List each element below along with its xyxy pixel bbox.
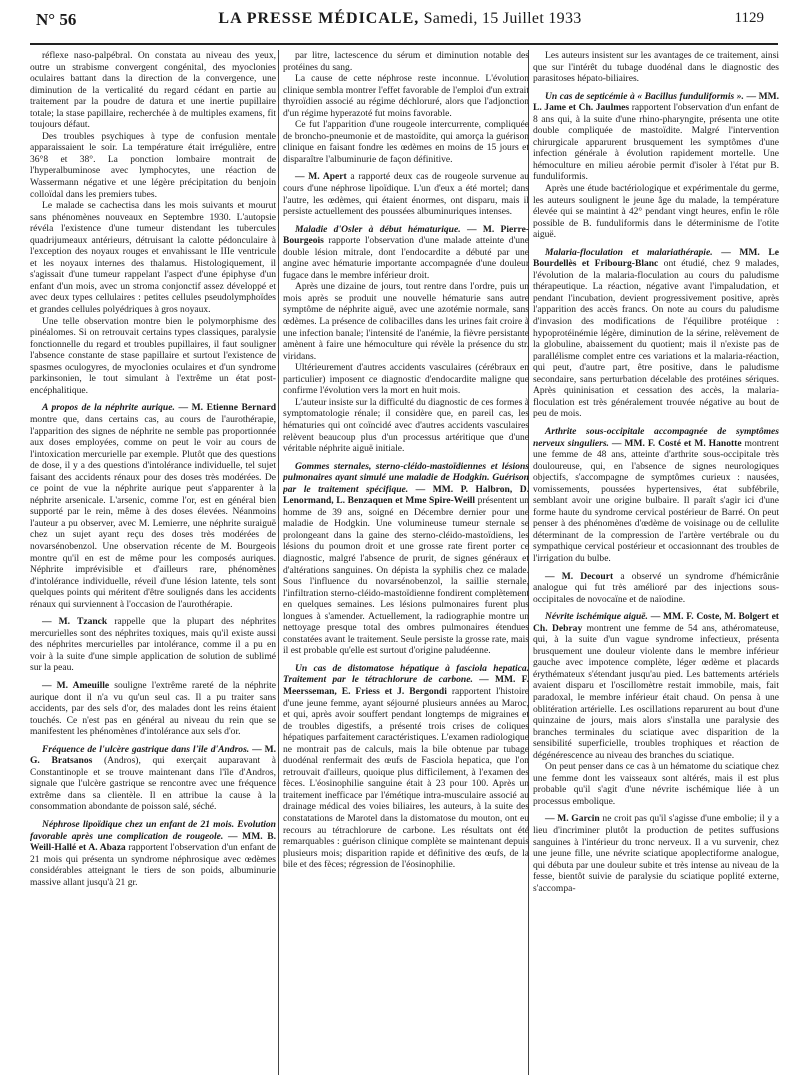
section-title: Gommes sternales, sterno-cléido-mastoïdiennes et lésions pulmonaires ayant simulé une maladie de Hodgkin. Guérison par le traitement spécifique. [283, 460, 529, 495]
paragraph-text: montrent une femme de 48 ans, atteinte d'arthrite sous-occipitale très douloureuse, qui, en l'absence de signes neurologiques objectifs, s'accompagne de symptômes curieux : nausées, vomissements, poussées hypertensives, état subfébrile, semblant avoir une origine bulbaire. Il paraît s'agir ici d'une forme haute du syndrome cervical postérieur de Barré. On peut penser à des phénomènes d'œdème de voisinage ou de cellulite déterminant de la compression de l'artère vertébrale ou du sympathique cervical postérieur et occasionnant des troubles de l'irrigation du bulbe. [533, 437, 779, 564]
section-authors: — M. Ameuille [42, 679, 110, 691]
paragraph [283, 119, 529, 165]
paragraph-text: La cause de cette néphrose reste inconnue. L'évolution clinique sembla montrer l'effet favorable de l'emploi d'un extrait thyroïdien associé au régime déchloruré, alors que l'adjonction d'un régime hyperazoté fut moins favorable. [283, 73, 529, 119]
section-authors: — M. Garcin [545, 813, 600, 825]
section-authors: — M. Apert [295, 171, 347, 183]
paragraph-text: On peut penser dans ce cas à un hématome du sciatique chez une femme dont les vaisseaux sont altérés, mais il est plus probable qu'il s'agit d'une névrite ischémique liée à un processus embolique. [533, 761, 779, 807]
paragraph [30, 131, 276, 200]
paragraph-text: Ce fut l'apparition d'une rougeole intercurrente, compliquée de broncho-pneumonie et de mastoïdite, qui amorça la guérison clinique en faisant fondre les œdèmes en moins de 15 jours et disparaître l'albuminurie de façon définitive. [283, 119, 529, 165]
paragraph [30, 200, 276, 315]
column-divider [278, 50, 279, 1075]
paragraph-text: Une telle observation montre bien le polymorphisme des pinéalomes. Si on retrouvait certains types classiques, paralysie fonctionnelle du regard et troubles pupillaires, il faut souligner l'absence constante de stase papillaire et surtout l'existence de spasmes oculogyres, de myoclonies oculaires et d'un syndrome parkinsonien, le tout simulant à l'extrême un état post-encéphalitique. [30, 315, 276, 396]
article-section [533, 571, 779, 606]
paragraph-text: Après une étude bactériologique et expérimentale du germe, les auteurs soulignent le jeune âge du malade, la température élevée qui se maintint à 42° pendant vingt heures, enfin le rôle possible de B. funduliformis dans le déterminisme de l'otite aiguë. [533, 183, 779, 241]
article-section [283, 461, 529, 657]
article-section [533, 247, 779, 420]
paragraph-text: montrent une femme de 54 ans, athéromateuse, qui, à la suite d'un vague syndrome infectieux, présenta brusquement une douleur violente dans le membre inférieur gauche avec impotence complète, léger œdème et placards érythémateux s'étendant jusqu'au pied. Les battements artériels avaient disparu et l'oscillomètre restait immobile, mais, fait paradoxal, le membre inférieur était chaud. On pensa à une oblitération artérielle. Les oscillations reparurent au bout d'une quinzaine de jours, mais alors s'installa une paralysie des branches terminales du sciatique avec disparition de la sensibilité superficielle, troubles trophiques et réaction de dégénérescence au niveau des branches du sciatique. [533, 622, 779, 761]
paragraph-text: rappelle que la plupart des néphrites mercurielles sont des néphrites toxiques, mais qu'il existe aussi des néphrites mercurielles par intolérance, comme il a pu en voir à la suite d'une simple application de solution de sublimé sur la peau. [30, 616, 276, 674]
section-authors: — MM. L. Jame et Ch. Jaulmes [533, 90, 779, 114]
paragraph [283, 73, 529, 119]
article-section [533, 91, 779, 183]
section-title: A propos de la néphrite aurique. [42, 402, 175, 414]
article-section [283, 663, 529, 871]
issue-number: N° 56 [36, 10, 77, 29]
paragraph-text: Après une dizaine de jours, tout rentre dans l'ordre, puis un mois après se produit une nouvelle hématurie sans autre symptôme de néphrite aiguë, avec une azotémie normale, sans œdèmes. La présence de colibacilles dans les urines fait croire à une infection banale; l'intensité de l'anémie, la fièvre persistante amènent à faire une hémoculture qui révèle la présence du str. viridans. [283, 281, 529, 362]
article-section [283, 171, 529, 217]
section-authors: — M. Pierre-Bourgeois [283, 223, 529, 247]
section-title: Fréquence de l'ulcère gastrique dans l'île d'Andros. [42, 743, 250, 755]
paragraph-text: ont étudié, chez 9 malades, l'évolution de la malaria-floculation au cours du paludisme thérapeutique. La réaction, négative avant l'impaludation, et pendant l'incubation, devient progressivement positive, après l'apparition des accès francs. On note au cours du paludisme d'invasion des modifications de l'équilibre protéique : hypoprotéinémie légère, diminution de la sérine, relèvement de la globuline, abaissement du quotient; mais il n'existe pas de parallélisme complet entre ces variations et la malaria-réaction, qui peut, d'autre part, être positive, dans le paludisme secondaire, sans perturbation décelable des protéines sériques. Après quininisation et cessation des accès, la malaria-floculation est très généralement trouvée négative au bout de peu de mois. [533, 258, 779, 420]
paragraph-text: L'auteur insiste sur la difficulté du diagnostic de ces formes à symptomatologie rénale; il considère que, en pareil cas, les hématuries qui ont coïncidé avec d'autres accidents vasculaires relèvent beaucoup plus d'un processus artéritique que d'une véritable néphrite aiguë initiale. [283, 396, 529, 455]
article-section [533, 611, 779, 761]
text-column-1 [30, 50, 276, 1080]
paragraph-text: réflexe naso-palpébral. On constata au niveau des yeux, outre un strabisme convergent congénital, des myoclonies oculaires battant dans la direction de la convergence, une diminution de la verticalité du regard cédant en partie au traitement par la poudre de datura et une inertie pupillaire totale; la stase papillaire, recherchée à de multiples examens, fit toujours défaut. [30, 50, 276, 131]
article-section [30, 744, 276, 813]
text-column-2 [283, 50, 529, 1080]
paragraph [283, 50, 529, 73]
section-title: Un cas de distomatose hépatique à fasciola hepatica. Traitement par le tétrachlorure de carbone. [283, 662, 529, 686]
paragraph [533, 50, 779, 85]
paragraph [283, 281, 529, 362]
paragraph [283, 397, 529, 455]
paragraph [533, 183, 779, 241]
section-title: Malaria-floculation et malariathérapie. [545, 246, 713, 258]
paragraph-text: Des troubles psychiques à type de confusion mentale apparaissaient le soir. La température était irrégulière, entre 36°8 et 38°. La ponction lombaire montrait de l'hyperalbuminose avec lymphocytes, une réaction de Wassermann négative et une légère précipitation du benjoin colloïdal dans les premiers tubes. [30, 130, 276, 200]
paragraph-text: rapportent l'observation d'un enfant de 8 ans qui, à la suite d'une rhino-pharyngite, présenta une otite double compliquée de mastoïdite. Malgré l'intervention chirurgicale apparurent brusquement les symptômes d'une infection générale à évolution rapidement mortelle. Une hémoculture en milieu aérobie permit d'isoler à l'état pur B. funduliformis. [533, 102, 779, 183]
article-section [30, 402, 276, 610]
page-header [28, 4, 772, 44]
section-authors: — MM. B. Weill-Hallé et A. Abaza [30, 830, 276, 854]
paragraph-text: a observé un syndrome d'hémicrânie analogue qui fut très amélioré par des injections sous-occipitales de novocaïne et de naïodine. [533, 570, 779, 605]
paragraph [283, 362, 529, 397]
paragraph-text: rapportent l'histoire d'une jeune femme, ayant séjourné plusieurs années au Maroc, et qui, après avoir souffert pendant longtemps de migraines et de troubles digestifs, a présenté trois crises de coliques hépatiques parfaitement caractéristiques. L'examen radiologique ne montrait pas de calculs, mais la bile obtenue par tubage duodénal renfermait des œufs de Fasciola hepatica, que l'on retrouvait d'ailleurs, quoique plus difficilement, à l'examen des fèces. L'éosinophilie sanguine était à 23 pour 100. Après un traitement inefficace par l'émétique intra-musculaire associé au drainage médical des voies biliaires, les auteurs, à la suite des constatations de Marotel dans la distomatose du mouton, ont eu recours au tétrachlorure de carbone. Les résultats ont été remarquables : guérison clinique complète se maintenant depuis plusieurs mois; disparition rapide et définitive des œufs, de la bile et des fèces; régression de l'éosinophilie. [283, 685, 529, 871]
section-authors: — M. Etienne Bernard [178, 402, 276, 414]
paragraph-text: Le malade se cachectisa dans les mois suivants et mourut sans phénomènes nouveaux en Septembre 1930. L'autopsie révéla l'existence d'une tumeur distendant les tubercules quadrijumeaux antérieurs, détruisant la calotte pédonculaire à l'exception des noyaux rouges et envahissant le IIIe ventricule et les noyaux internes des thalamus. Histologiquement, il s'agissait d'une tumeur rappelant l'aspect d'une épiphyse d'un enfant d'un mois, avec un stroma conjonctif assez développé et avec deux types cellulaires : petites cellules pseudolymphoïdes et grandes cellules polyédriques à gros noyaux. [30, 200, 276, 316]
header-rule [30, 43, 778, 45]
article-section [30, 616, 276, 674]
section-authors: — M. Tzanck [42, 616, 108, 628]
magazine-title: LA PRESSE MÉDICALE, [218, 10, 420, 27]
paragraph-text: a rapporté deux cas de rougeole survenue au cours d'une néphrose lipoïdique. L'un d'eux a été mortel; dans l'autre, les œdèmes, qui étaient énormes, ont disparu, mais il persiste actuellement des poussées albuminuriques intenses. [283, 171, 529, 218]
article-section [533, 813, 779, 894]
paragraph [30, 50, 276, 131]
paragraph-text: présentent un homme de 39 ans, soigné en Décembre dernier pour une maladie de Hodgkin. Une volumineuse tumeur sternale se prolongeant dans la gaine des sterno-cléido-mastoïdiens, les lésions du poumon droit et une grosse rate firent porter ce diagnostic, malgré l'absence de prurit, de signes généraux et d'altérations sanguines. On dépista la syphilis chez ce malade. Sous l'influence du novarsénobenzol, la saillie sternale, l'infiltration sterno-cléido-mastoïdienne fondirent complètement en quelques semaines. Les lésions pulmonaires furent plus longues à s'amender. Actuellement, la radiographie montre un nettoyage presque total des ombres pulmonaires étendues constatées avant le traitement. Seule persiste la grosse rate, mais il est probable qu'elle est surtout d'origine paludéenne. [283, 495, 529, 657]
section-authors: — MM. F. Meersseman, E. Friess et J. Bergondi [283, 674, 529, 697]
article-section [283, 224, 529, 282]
section-title: Névrite ischémique aiguë. [545, 611, 648, 623]
text-column-3 [533, 50, 779, 1080]
paragraph-text: Les auteurs insistent sur les avantages de ce traitement, ainsi que sur l'intérêt du tubage duodénal dans le diagnostic des parasitoses hépato-biliaires. [533, 50, 779, 85]
paragraph-text: par litre, lactescence du sérum et diminution notable des protéines du sang. [283, 50, 529, 73]
paragraph [533, 761, 779, 807]
paragraph-text: montre que, dans certains cas, au cours de l'aurothérapie, l'apparition des signes de néphrite ne semble pas proportionnée aux doses employées, comme on peut le voir au cours de l'intoxication mercurielle par exemple. Plutôt que des questions de dose, il y a des questions d'intolérance individuelle, tel sujet faisant des accidents rénaux pour des doses très modérées. De ce point de vue la néphrite aurique peut s'apparenter à la néphrite arsenicale. L'arsenic, comme l'or, est en général bien supporté par le rein, même à des doses élevées. Néanmoins l'auteur a pu observer, avec M. Lemierre, une néphrite suraiguë chez un sujet ayant reçu des doses très modérées de novarsénobenzol. Une observation récente de M. Bourgeois montre qu'il en est de même pour les composés auriques. Néphrite imprévisible et d'ailleurs rare, phénomènes d'intolérance individuelle, réveil d'une lésion latente, tels sont quelques points qui méritent d'être soulignés dans les accidents rénaux qui surviennent à l'occasion de l'aurothérapie. [30, 413, 276, 610]
paragraph-text: Ultérieurement d'autres accidents vasculaires (cérébraux en particulier) imposent ce diagnostic d'endocardite maligne que confirme l'évolution vers la mort en huit mois. [283, 362, 529, 397]
paragraph-text: souligne l'extrême rareté de la néphrite aurique dont il n'a vu qu'un seul cas. Il a pu traiter sans accidents, par des sels d'or, des malades dont les reins étaient touchés. Ce n'est pas en général au niveau du rein que se manifestent les phénomènes d'intolérance aux sels d'or. [30, 679, 276, 738]
paragraph-text: rapportent l'observation d'un enfant de 21 mois qui présenta un syndrome néphrosique avec œdèmes considérables atteignant le tiers de son poids, albuminurie massive allant jusqu'à 21 gr. [30, 842, 276, 888]
section-title: Arthrite sous-occipitale accompagnée de symptômes nerveux singuliers. [533, 425, 779, 449]
issue-date: Samedi, 15 Juillet 1933 [423, 10, 582, 27]
section-authors: — MM. F. Coste, M. Bolgert et Ch. Debray [533, 611, 779, 634]
section-authors: — MM. Le Bourdellès et Fribourg-Blanc [533, 246, 779, 270]
section-authors: — M. G. Bratsanos [30, 743, 276, 767]
section-title: Maladie d'Osler à début hématurique. [295, 223, 461, 235]
section-title: Un cas de septicémie à « Bacillus funduliformis ». [545, 90, 744, 102]
section-authors: — MM. P. Halbron, D. Lenormand, L. Benzaquen et Mme Spire-Weill [283, 483, 529, 507]
article-section [30, 819, 276, 888]
masthead [28, 10, 772, 28]
paragraph [30, 316, 276, 397]
section-authors: — MM. F. Costé et M. Hanotte [611, 437, 742, 449]
article-section [30, 680, 276, 738]
paragraph-text: rapporte l'observation d'une malade atteinte d'une double lésion mitrale, dont l'endocardite a débuté par une angine avec hématurie importante accompagnée d'une douleur fugace dans le membre inférieur droit. [283, 235, 529, 281]
paragraph-text: (Andros), qui exerçait auparavant à Constantinople et se trouve maintenant dans l'île d'Andros, signale que l'ulcère gastrique se rencontre avec une fréquence extrême dans sa clientèle. Il en attribue la cause à la consommation abondante de poisson salé, séché. [30, 755, 276, 813]
article-section [533, 426, 779, 565]
paragraph-text: ne croit pas qu'il s'agisse d'une embolie; il y a lieu d'incriminer plutôt la production de petites suffusions sanguines à l'intérieur du tronc nerveux. Il a vu survenir, chez une jeune fille, une névrite sciatique apoplectiforme analogue, qui débuta par une douleur subite et très intense au niveau de la fesse, bientôt suivie de paralysie du sciatique poplité externe, s'accompa- [533, 813, 779, 894]
page-number: 1129 [734, 10, 764, 26]
section-title: Néphrose lipoïdique chez un enfant de 21 mois. Evolution favorable après une complication de rougeole. [30, 819, 276, 842]
section-authors: — M. Decourt [545, 570, 614, 582]
